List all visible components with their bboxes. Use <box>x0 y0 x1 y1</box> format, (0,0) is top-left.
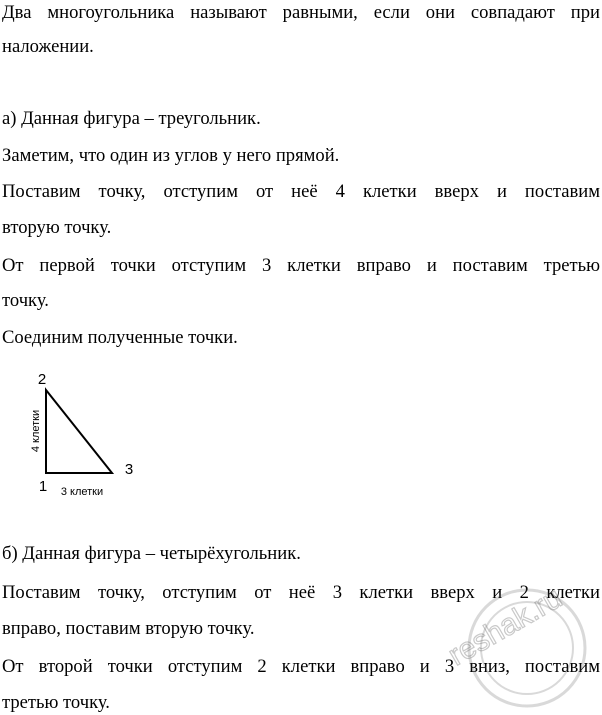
part-a-step3: Соединим полученные точки. <box>2 327 238 348</box>
vertex-label-1: 1 <box>38 478 48 495</box>
part-a-heading: а) Данная фигура – треугольник. <box>2 108 261 129</box>
paragraph-definition-line-2: наложении. <box>2 36 94 57</box>
part-b-step1-line-1: Поставим точку, отступим от неё 3 клетки вверх и 2 клетки <box>2 582 600 603</box>
part-b-step1-line-2: вправо, поставим вторую точку. <box>2 618 255 639</box>
part-a-step1-line-2: вторую точку. <box>2 217 112 238</box>
right-triangle-shape <box>46 390 112 473</box>
part-b-step2-line-1: От второй точки отступим 2 клетки вправо и 3 вниз, поставим <box>2 656 600 677</box>
part-b-heading: б) Данная фигура – четырёхугольник. <box>2 543 301 564</box>
watermark-text: reshak.ru <box>442 581 568 673</box>
part-b-step2-line-2: третью точку. <box>2 692 110 713</box>
vertex-label-2: 2 <box>37 371 47 388</box>
reshak-watermark <box>415 540 600 715</box>
paragraph-definition-line-1: Два многоугольника называют равными, если они совпадают при <box>2 2 600 23</box>
part-a-step1-line-1: Поставим точку, отступим от неё 4 клетки вверх и поставим <box>2 181 600 202</box>
vertex-label-3: 3 <box>124 461 134 478</box>
triangle-figure <box>20 365 150 505</box>
part-a-step2-line-1: От первой точки отступим 3 клетки вправо и поставим третью <box>2 255 600 276</box>
part-a-right-angle-note: Заметим, что один из углов у него прямой. <box>2 145 340 166</box>
part-a-step2-line-2: точку. <box>2 290 49 311</box>
horizontal-side-label: 3 клетки <box>60 486 104 498</box>
vertical-side-label: 4 клетки <box>30 409 42 453</box>
